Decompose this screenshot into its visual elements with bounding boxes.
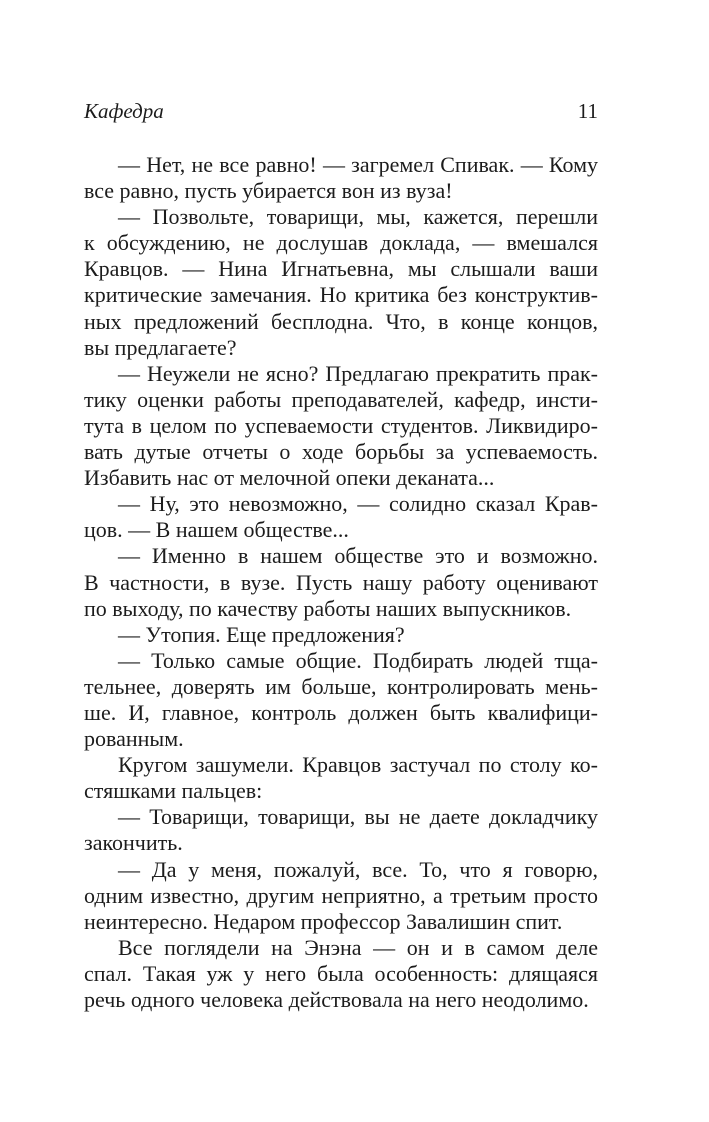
text-line: вать дутые отчеты о ходе борьбы за успеваемость. bbox=[84, 439, 598, 465]
text-line: закончить. bbox=[84, 830, 183, 856]
text-line: все равно, пусть убирается вон из вуза! bbox=[84, 178, 453, 204]
text-line: Кругом зашумели. Кравцов застучал по столу ко- bbox=[118, 752, 598, 778]
paragraph bbox=[84, 152, 598, 204]
paragraph bbox=[84, 204, 598, 361]
text-line: Избавить нас от мелочной опеки деканата... bbox=[84, 465, 495, 491]
paragraph bbox=[84, 622, 598, 648]
text-line: — Товарищи, товарищи, вы не даете докладчику bbox=[118, 804, 598, 830]
page-header bbox=[84, 99, 598, 123]
paragraph bbox=[84, 935, 598, 1013]
paragraph bbox=[84, 857, 598, 935]
text-line: Кравцов. — Нина Игнатьевна, мы слышали ваши bbox=[84, 256, 598, 282]
text-line: — Именно в нашем обществе это и возможно. bbox=[118, 543, 598, 569]
text-line: — Ну, это невозможно, — солидно сказал Крав- bbox=[118, 491, 598, 517]
text-line: цов. — В нашем обществе... bbox=[84, 517, 349, 543]
text-line: Все поглядели на Энэна — он и в самом деле bbox=[118, 934, 598, 960]
paragraph bbox=[84, 361, 598, 491]
text-line: спал. Такая уж у него была особенность: длящаяся bbox=[84, 960, 598, 986]
text-line: ных предложений бесплодна. Что, в конце концов, bbox=[84, 308, 598, 334]
text-line: ше. И, главное, контроль должен быть квалифици- bbox=[84, 699, 598, 725]
text-line: — Нет, не все равно! — загремел Спивак. — Кому bbox=[118, 152, 598, 177]
paragraph bbox=[84, 648, 598, 752]
text-line: к обсуждению, не дослушав доклада, — вмешался bbox=[84, 230, 598, 256]
text-line: критические замечания. Но критика без конструктив- bbox=[84, 282, 598, 308]
text-line: речь одного человека действовала на него неодолимо. bbox=[84, 987, 589, 1012]
running-title: Кафедра bbox=[84, 99, 164, 123]
text-line: неинтересно. Недаром профессор Завалишин спит. bbox=[84, 908, 563, 934]
paragraph bbox=[84, 543, 598, 621]
text-line: тельнее, доверять им больше, контролировать мень- bbox=[84, 673, 598, 699]
text-line: — Неужели не ясно? Предлагаю прекратить прак- bbox=[118, 360, 598, 386]
text-line: тику оценки работы преподавателей, кафедр, инсти- bbox=[84, 386, 598, 412]
paragraph bbox=[84, 804, 598, 856]
paragraph bbox=[84, 491, 598, 543]
text-line: по выходу, по качеству работы наших выпускников. bbox=[84, 595, 572, 621]
text-line: вы предлагаете? bbox=[84, 334, 237, 360]
text-line: — Только самые общие. Подбирать людей тща- bbox=[118, 647, 598, 673]
text-line: В частности, в вузе. Пусть нашу работу оценивают bbox=[84, 569, 598, 595]
page-number: 11 bbox=[577, 99, 598, 123]
text-line: одним известно, другим неприятно, а третьим просто bbox=[84, 882, 598, 908]
paragraph bbox=[84, 752, 598, 804]
text-line: — Да у меня, пожалуй, все. То, что я говорю, bbox=[118, 856, 598, 882]
page-body bbox=[84, 152, 598, 1013]
text-line: тута в целом по успеваемости студентов. Ликвидиро- bbox=[84, 412, 598, 438]
text-line: — Позвольте, товарищи, мы, кажется, перешли bbox=[118, 204, 598, 230]
text-line: стяшками пальцев: bbox=[84, 778, 263, 804]
text-line: рованным. bbox=[84, 726, 184, 752]
text-line: — Утопия. Еще предложения? bbox=[118, 621, 405, 647]
